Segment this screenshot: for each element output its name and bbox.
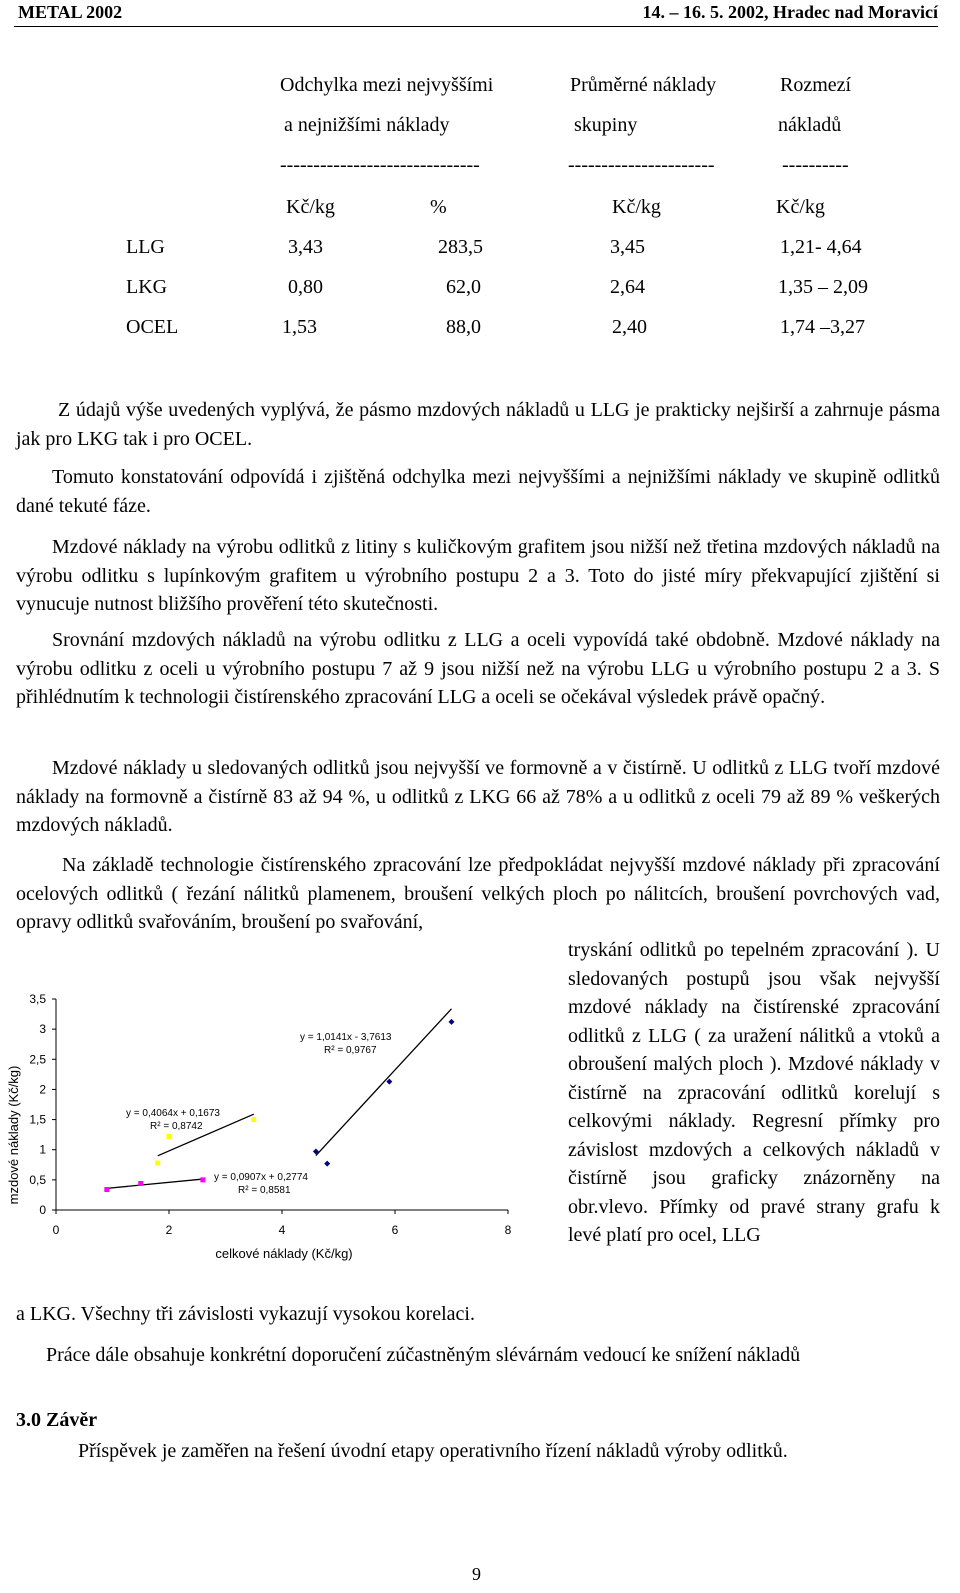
paragraph-4: Srovnání mzdových nákladů na výrobu odlitku z LLG a oceli vypovídá také obdobně. Mzdové náklady na výrobu odlitku z oceli u výrobního postupu 7 až 9 jsou nižší než na výrobu LLG u výrobního postupu 2 a 3. S přihlédnutím k technologii čistírenského zpracování LLG a oceli se očekával výsledek právě opačný. — [16, 629, 940, 708]
section-heading: 3.0 Závěr — [16, 1409, 98, 1431]
y-tick-label: 3 — [39, 1022, 46, 1037]
data-point — [324, 1161, 330, 1167]
regression-equation: y = 0,4064x + 0,1673 — [126, 1108, 220, 1119]
paragraph-6: Na základě technologie čistírenského zpracování lze předpokládat nejvyšší mzdové náklady při zpracování ocelových odlitků ( řezání nálitků plamenem, broušení velkých ploch po nálitcích, broušení povrchových vad, opravy odlitků svařováním, broušení po svařování, — [16, 854, 940, 933]
data-point — [104, 1187, 109, 1192]
table-unit: Kč/kg — [286, 196, 335, 218]
data-point — [155, 1160, 160, 1165]
x-tick-label: 2 — [165, 1223, 173, 1237]
paragraph-3: Mzdové náklady na výrobu odlitků z litiny s kuličkovým grafitem jsou nižší než třetina mzdových nákladů na výrobu odlitku s lupínkovým grafitem u výrobního postupu 2 a 3. Toto do jisté míry překvapující zjištění si vynucuje nutnost bližšího prověření této skutečnosti. — [16, 536, 940, 615]
data-point — [200, 1177, 205, 1182]
regression-line — [107, 1179, 203, 1188]
table-unit: Kč/kg — [612, 196, 661, 218]
table-cell: 1,74 –3,27 — [780, 316, 865, 338]
table-cell: 1,53 — [282, 316, 317, 338]
table-col2-header-line1: Průměrné náklady — [570, 74, 717, 96]
table-dash-col1: ------------------------------ — [280, 154, 480, 176]
data-point — [251, 1117, 256, 1122]
conference-name: METAL 2002 — [18, 2, 123, 22]
table-unit: Kč/kg — [776, 196, 825, 218]
table-col1-header-line1: Odchylka mezi nejvyššími — [280, 74, 494, 96]
y-tick-label: 1 — [39, 1142, 46, 1157]
x-tick-label: 8 — [504, 1223, 512, 1237]
y-tick-label: 2 — [39, 1082, 46, 1097]
regression-r-squared: R² = 0,8581 — [238, 1185, 291, 1196]
x-tick-label: 4 — [278, 1223, 286, 1237]
paragraph-7: Práce dále obsahuje konkrétní doporučení zúčastněným slévárnám vedoucí ke snížení nákladů — [46, 1344, 801, 1366]
table-unit: % — [430, 196, 447, 218]
paragraph-1: Z údajů výše uvedených vyplývá, že pásmo mzdových nákladů u LLG je prakticky nejširší a zahrnuje pásma jak pro LKG tak i pro OCEL. — [16, 399, 940, 450]
table-col3-header-line2: nákladů — [778, 114, 842, 136]
table-cell: 3,43 — [288, 236, 323, 258]
regression-chart — [0, 965, 540, 1285]
paragraph-2: Tomuto konstatování odpovídá i zjištěná odchylka mezi nejvyššími a nejnižšími náklady ve skupině odlitků dané tekuté fáze. — [16, 466, 940, 517]
table-cell: 0,80 — [288, 276, 323, 298]
conference-date-place: 14. – 16. 5. 2002, Hradec nad Moravicí — [642, 2, 938, 22]
table-col3-header-line1: Rozmezí — [780, 74, 852, 96]
table-cell: 2,64 — [610, 276, 645, 298]
y-tick-label: 2,5 — [29, 1052, 46, 1067]
regression-equation: y = 0,0907x + 0,2774 — [214, 1172, 308, 1183]
x-tick-label: 0 — [52, 1223, 60, 1237]
table-cell: 2,40 — [612, 316, 647, 338]
page-number: 9 — [472, 1564, 481, 1584]
y-axis-label: mzdové náklady (Kč/kg) — [6, 1065, 21, 1205]
regression-equation: y = 1,0141x - 3,7613 — [300, 1032, 392, 1043]
table-cell: 88,0 — [446, 316, 481, 338]
x-axis-label: celkové náklady (Kč/kg) — [215, 1246, 353, 1261]
table-dash-col2: ---------------------- — [568, 154, 715, 176]
table-dash-col3: ---------- — [782, 154, 849, 176]
table-row-name: LKG — [126, 276, 168, 298]
paragraph-6-end: a LKG. Všechny tři závislosti vykazují vysokou korelaci. — [16, 1303, 475, 1325]
table-row-name: LLG — [126, 236, 165, 258]
table-cell: 1,21- 4,64 — [780, 236, 862, 258]
data-point — [386, 1079, 392, 1085]
paragraph-6-continued: tryskání odlitků po tepelném zpracování ). U sledovaných postupů jsou však nejvyšší mzdové náklady na čistírenské zpracování odlitků z LLG ( za uražení nálitků a vtoků a obroušení malých ploch ). Mzdové náklady v čistírně na zpracování odlitků korelují s celkovými náklady. Regresní přímky pro závislost mzdových a celkových nákladů v čistírně jsou graficky znázorněny na obr.vlevo. Přímky od pravé strany grafu k levé platí pro ocel, LLG — [568, 939, 940, 1246]
table-cell: 3,45 — [610, 236, 645, 258]
table-cell: 62,0 — [446, 276, 481, 298]
x-tick-label: 6 — [391, 1223, 399, 1237]
data-point — [138, 1181, 143, 1186]
running-header — [14, 0, 938, 27]
regression-r-squared: R² = 0,9767 — [324, 1045, 377, 1056]
y-tick-label: 0 — [39, 1203, 46, 1217]
y-tick-label: 0,5 — [29, 1172, 46, 1187]
data-point — [449, 1019, 455, 1025]
data-point — [167, 1134, 172, 1139]
regression-r-squared: R² = 0,8742 — [150, 1121, 203, 1132]
table-col1-header-line2: a nejnižšími náklady — [284, 114, 450, 136]
table-cell: 283,5 — [438, 236, 483, 258]
paragraph-8: Příspěvek je zaměřen na řešení úvodní etapy operativního řízení nákladů výroby odlitků. — [78, 1440, 788, 1462]
table-cell: 1,35 – 2,09 — [778, 276, 868, 298]
table-row-name: OCEL — [126, 316, 179, 338]
table-col2-header-line2: skupiny — [574, 114, 638, 136]
regression-line — [316, 1009, 452, 1156]
paragraph-5: Mzdové náklady u sledovaných odlitků jsou nejvyšší ve formovně a v čistírně. U odlitků z LLG tvoří mzdové náklady na formovně a čistírně 83 až 94 %, u odlitků z LKG 66 až 78% a u odlitků z oceli 79 až 89 % veškerých mzdových nákladů. — [16, 757, 940, 836]
y-tick-label: 3,5 — [29, 992, 46, 1006]
y-tick-label: 1,5 — [29, 1112, 46, 1127]
